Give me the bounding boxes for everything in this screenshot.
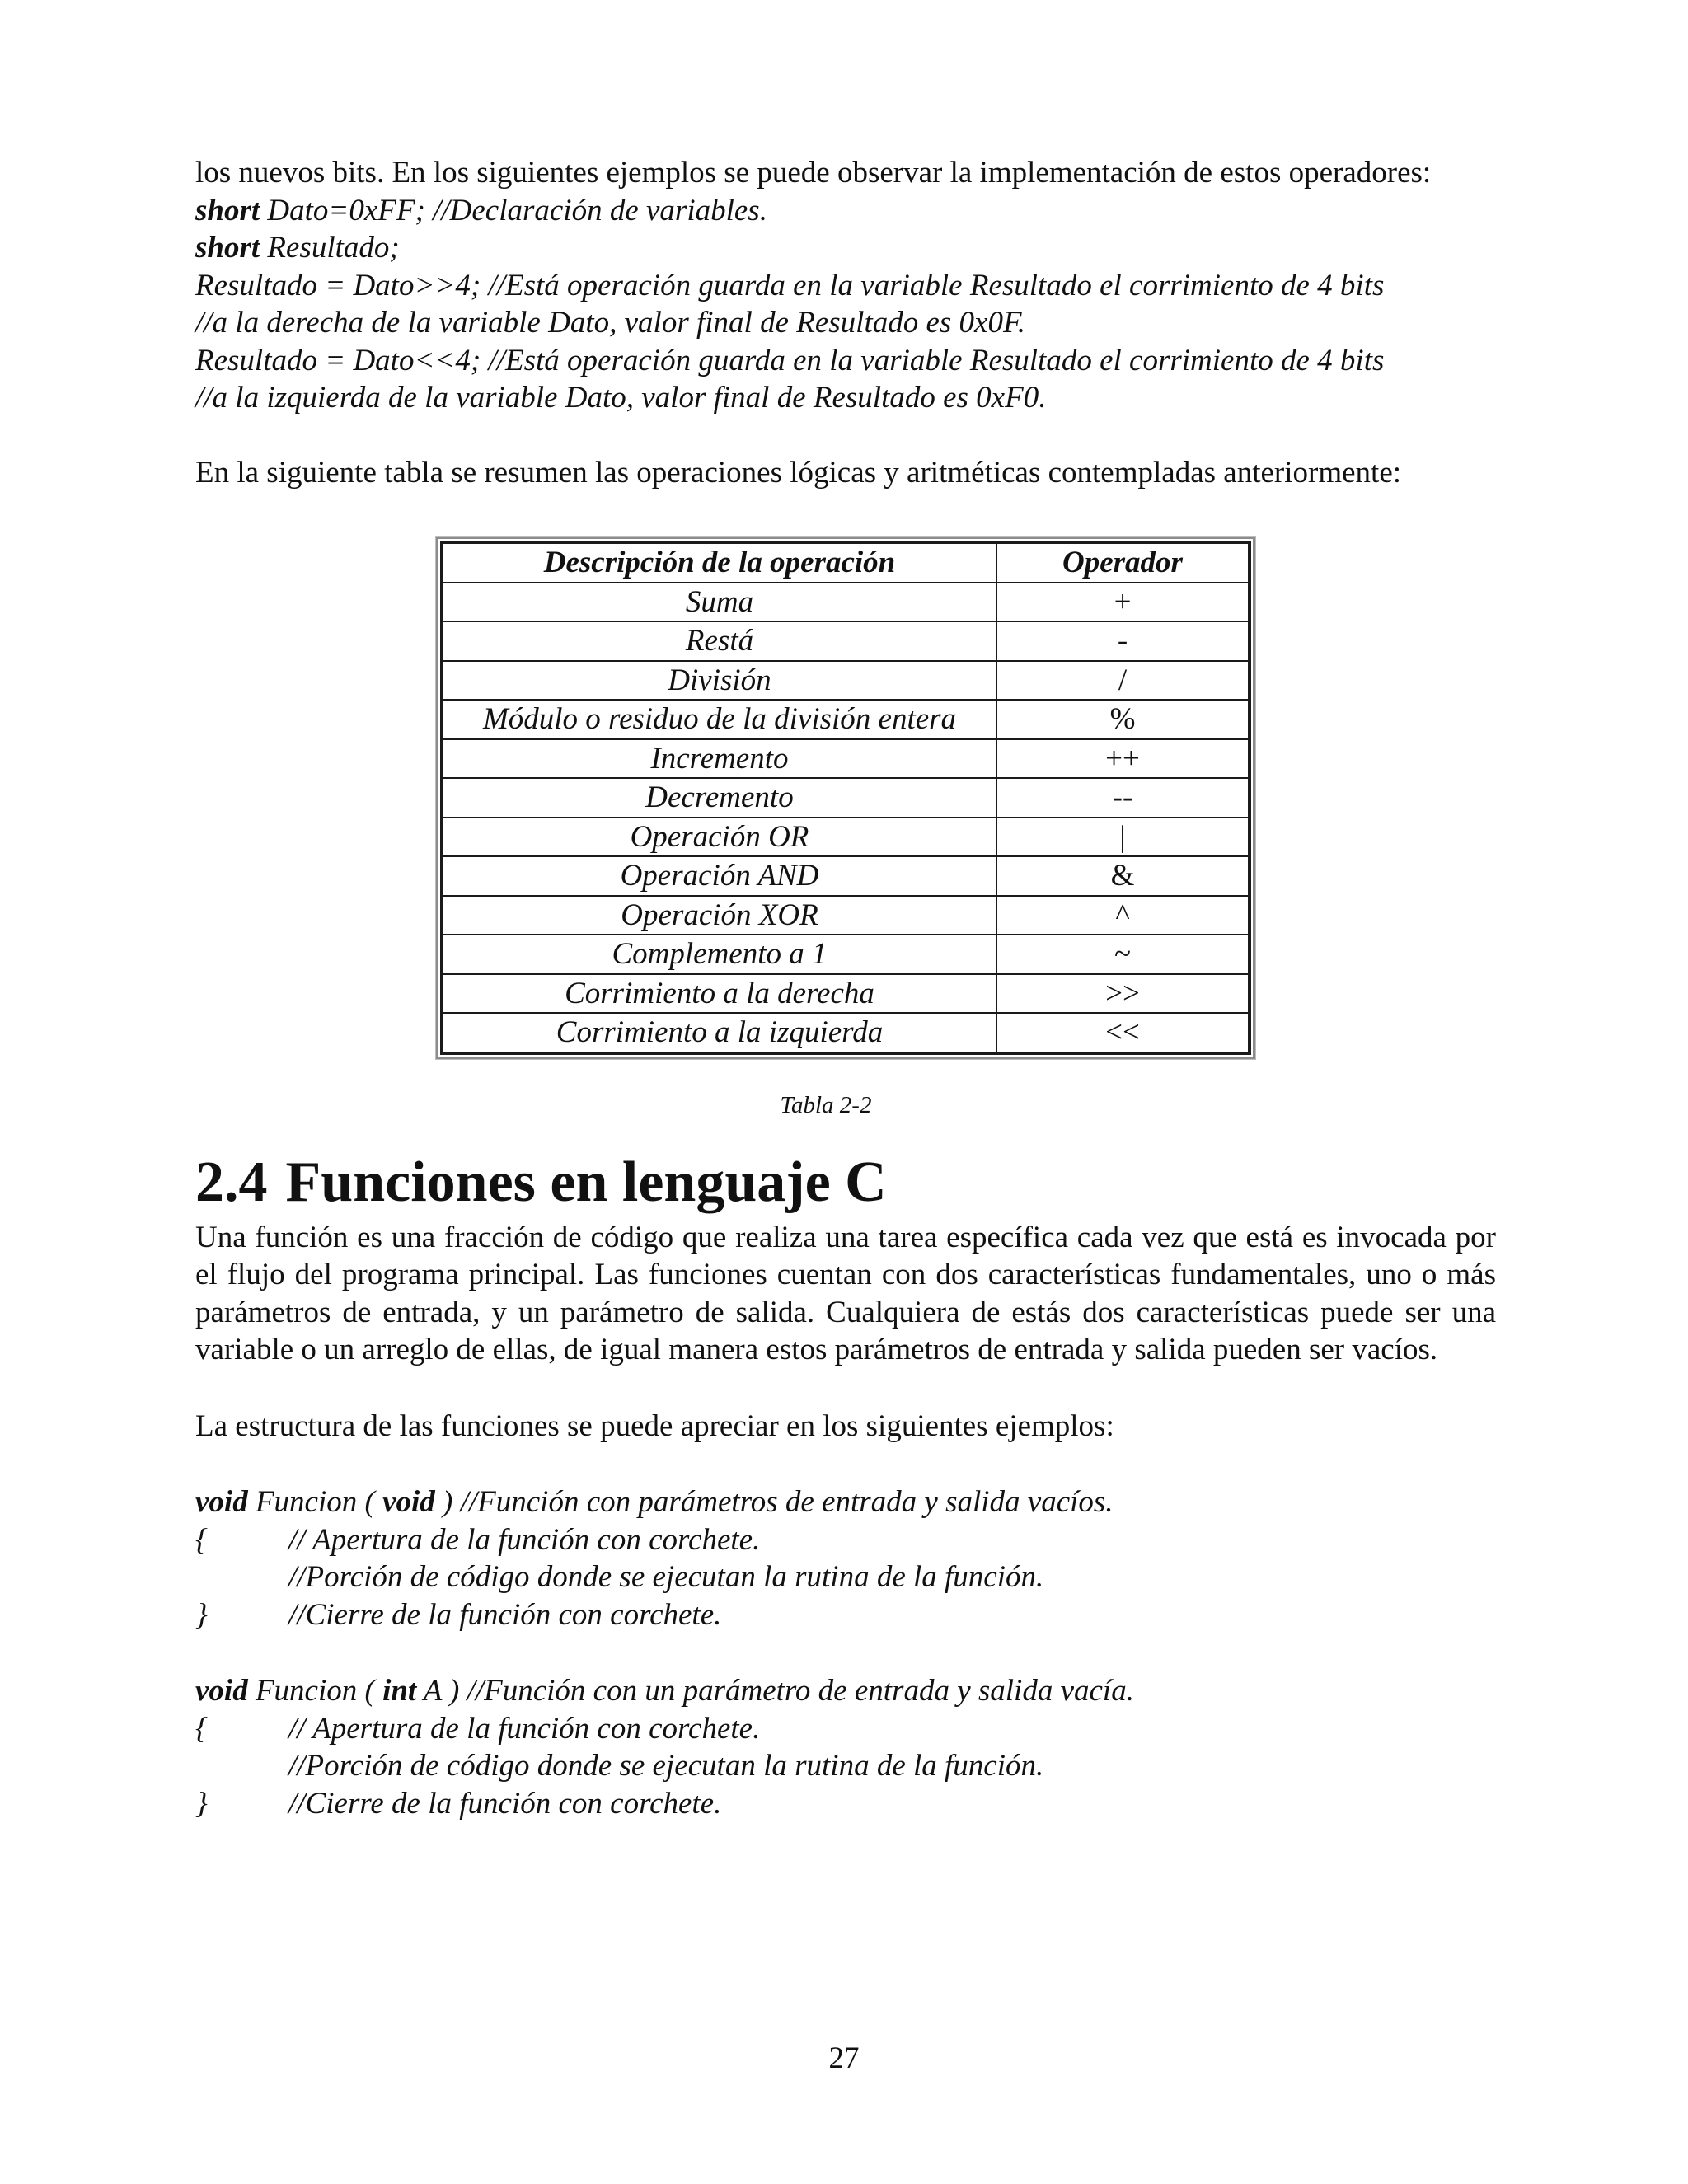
code-line-2 [195, 229, 1496, 267]
operator-symbol: | [996, 818, 1250, 857]
table-row [442, 896, 1250, 935]
close-brace-line [195, 1596, 1496, 1634]
table-row [442, 778, 1250, 818]
intro-paragraph: los nuevos bits. En los siguientes ejemplos se puede observar la implementación de estos operadores: [195, 156, 1432, 190]
code-text: Dato=0xFF; //Declaración de variables. [260, 193, 767, 227]
operators-table [440, 541, 1251, 1055]
operator-symbol: >> [996, 974, 1250, 1014]
code-comment: //Cierre de la función con corchete. [288, 1597, 722, 1632]
operation-description: Complemento a 1 [442, 935, 996, 974]
open-brace: { [195, 1711, 208, 1746]
code-keyword: void [195, 1485, 248, 1519]
operation-description: Suma [442, 583, 996, 622]
operation-description: Restá [442, 621, 996, 661]
code-line-1 [195, 192, 1496, 230]
code-text: Funcion ( [247, 1485, 383, 1519]
table-row [442, 583, 1250, 622]
operation-description: Operación OR [442, 818, 996, 857]
code-comment: // Apertura de la función con corchete. [288, 1522, 761, 1557]
code-keyword: void [195, 1674, 248, 1708]
operator-symbol: - [996, 621, 1250, 661]
open-brace-line [195, 1521, 1496, 1559]
code-keyword: short [195, 193, 260, 227]
code-text: ) //Función con parámetros de entrada y salida vacíos. [434, 1485, 1114, 1519]
close-brace: } [195, 1597, 208, 1632]
section-title: Funciones en lenguaje C [285, 1150, 887, 1214]
page-number: 27 [828, 2041, 860, 2075]
open-brace-line [195, 1710, 1496, 1748]
table-caption: Tabla 2-2 [780, 1091, 872, 1118]
table-row [442, 974, 1250, 1014]
operation-description: Corrimiento a la derecha [442, 974, 996, 1014]
table-header-row [442, 542, 1250, 583]
table-intro-paragraph: En la siguiente tabla se resumen las operaciones lógicas y aritméticas contempladas anteriormente: [195, 455, 1402, 490]
close-brace-line [195, 1785, 1496, 1823]
code-comment: // Apertura de la función con corchete. [288, 1711, 761, 1746]
table-row [442, 856, 1250, 896]
operator-symbol: % [996, 700, 1250, 739]
code-text: Resultado; [260, 231, 400, 265]
operator-symbol: ^ [996, 896, 1250, 935]
operator-symbol: << [996, 1013, 1250, 1053]
operation-description: Incremento [442, 739, 996, 779]
section-number: 2.4 [195, 1150, 268, 1214]
function-example-2 [195, 1672, 1496, 1822]
operation-description: Corrimiento a la izquierda [442, 1013, 996, 1053]
section-heading [195, 1150, 1496, 1216]
function-signature [195, 1483, 1496, 1521]
code-text: Funcion ( [247, 1674, 383, 1708]
operator-symbol: ++ [996, 739, 1250, 779]
table-row [442, 1013, 1250, 1053]
table-row [442, 935, 1250, 974]
table-row [442, 700, 1250, 739]
body-comment-line: //Porción de código donde se ejecutan la rutina de la función. [288, 1560, 1044, 1594]
operation-description: Operación AND [442, 856, 996, 896]
operator-symbol: -- [996, 778, 1250, 818]
function-signature [195, 1672, 1496, 1710]
shift-code-example [195, 192, 1496, 417]
code-comment: //Cierre de la función con corchete. [288, 1786, 722, 1821]
code-line-5: Resultado = Dato<<4; //Está operación guarda en la variable Resultado el corrimiento de 4 bits [195, 343, 1385, 377]
table-row [442, 739, 1250, 779]
code-line-6: //a la izquierda de la variable Dato, valor final de Resultado es 0xF0. [195, 381, 1047, 415]
code-keyword: int [382, 1674, 417, 1708]
operators-table-frame [436, 537, 1255, 1059]
operation-description: Operación XOR [442, 896, 996, 935]
code-keyword: void [382, 1485, 435, 1519]
table-row [442, 818, 1250, 857]
operator-symbol: + [996, 583, 1250, 622]
table-row [442, 621, 1250, 661]
operation-description: Módulo o residuo de la división entera [442, 700, 996, 739]
document-page [195, 154, 1496, 1822]
structure-paragraph: La estructura de las funciones se puede apreciar en los siguientes ejemplos: [195, 1408, 1114, 1443]
operation-description: Decremento [442, 778, 996, 818]
table-row [442, 661, 1250, 701]
header-operator: Operador [996, 542, 1250, 583]
operator-symbol: ~ [996, 935, 1250, 974]
close-brace: } [195, 1786, 208, 1821]
code-line-3: Resultado = Dato>>4; //Está operación guarda en la variable Resultado el corrimiento de 4 bits [195, 268, 1385, 302]
body-comment-line: //Porción de código donde se ejecutan la rutina de la función. [288, 1749, 1044, 1783]
code-keyword: short [195, 231, 260, 265]
code-text: A ) //Función con un parámetro de entrada y salida vacía. [416, 1674, 1134, 1708]
operator-symbol: / [996, 661, 1250, 701]
functions-paragraph: Una función es una fracción de código que realiza una tarea específica cada vez que está es invocada por el flujo del programa principal. Las funciones cuentan con dos características fundamentales, uno o más parámetros de entrada, y un parámetro de salida. Cualquiera de estás dos características puede ser una variable o un arreglo de ellas, de igual manera estos parámetros de entrada y salida pueden ser vacíos. [195, 1220, 1496, 1366]
header-description: Descripción de la operación [442, 542, 996, 583]
open-brace: { [195, 1522, 208, 1557]
operation-description: División [442, 661, 996, 701]
code-line-4: //a la derecha de la variable Dato, valor final de Resultado es 0x0F. [195, 306, 1026, 340]
operator-symbol: & [996, 856, 1250, 896]
function-example-1 [195, 1483, 1496, 1633]
